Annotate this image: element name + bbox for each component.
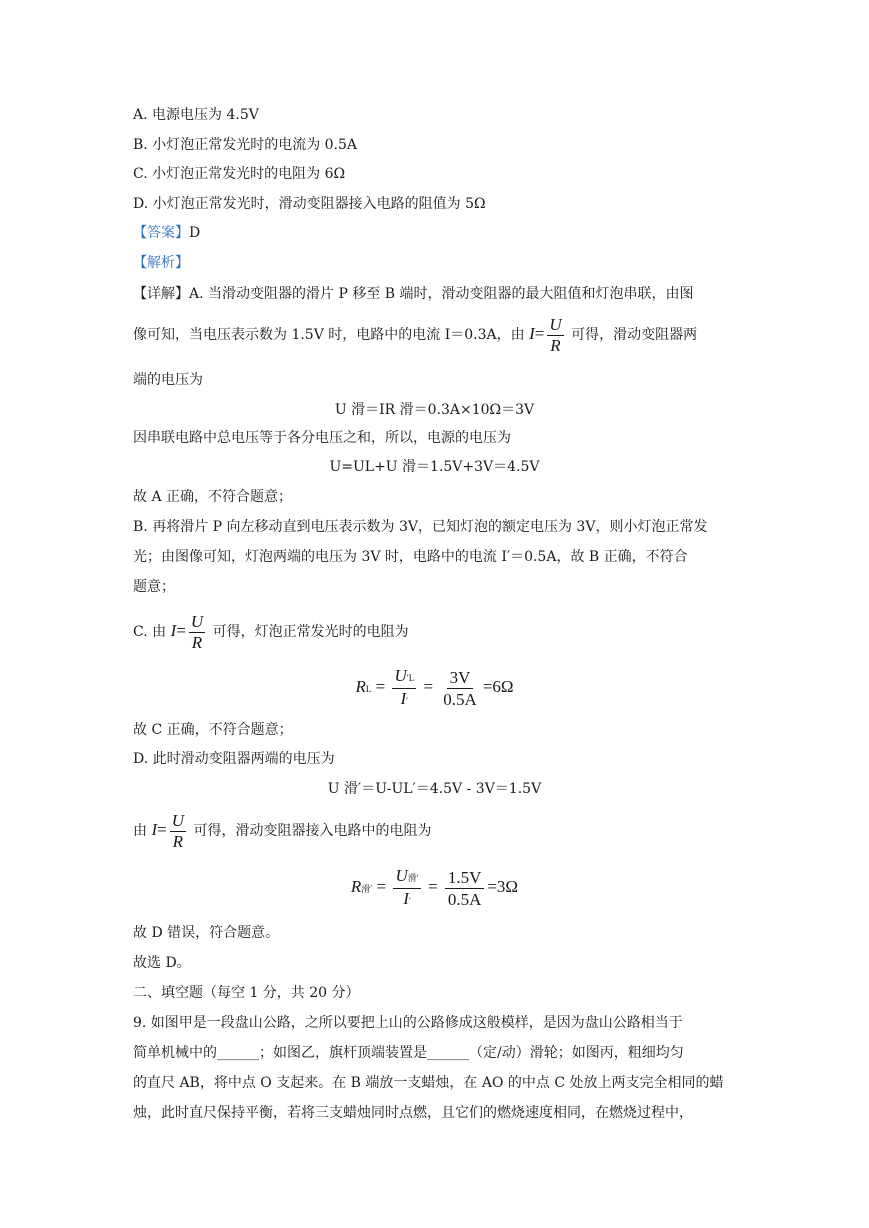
- option-b: B. 小灯泡正常发光时的电流为 0.5A: [133, 137, 358, 153]
- ohm-law-fraction: $\frac{U}{R}$: [171, 810, 184, 851]
- section-heading: 二、填空题（每空 1 分，共 20 分）: [133, 985, 360, 1001]
- detail-line-1: 【详解】A. 当滑动变阻器的滑片 P 移至 B 端时，滑动变阻器的最大阻值和灯泡串联，由图: [133, 286, 694, 302]
- detail-line-9: C. 由 I= $\frac{U}{R}$ 可得，灯泡正常发光时的电阻为: [133, 611, 409, 652]
- detail-line-10: 故 C 正确，不符合题意；: [133, 722, 293, 738]
- detail-tag: 【详解】: [133, 286, 189, 302]
- answer-tag: 【答案】: [133, 225, 189, 241]
- option-a: A. 电源电压为 4.5V: [133, 107, 259, 123]
- detail-line-3: 端的电压为: [133, 372, 203, 388]
- detail-line-5: 故 A 正确，不符合题意；: [133, 489, 293, 505]
- equation-1: U 滑＝IR 滑＝0.3A×10Ω＝3V: [334, 402, 535, 418]
- question-9-line-3: 的直尺 AB，将中点 O 支起来。在 B 端放一支蜡烛，在 AO 的中点 C 处放上两支完全相同的蜡: [133, 1075, 724, 1091]
- question-9-line-1: 9. 如图甲是一段盘山公路，之所以要把上山的公路修成这般模样，是因为盘山公路相当于: [133, 1015, 683, 1031]
- detail-line-12: 由 I= $\frac{U}{R}$ 可得，滑动变阻器接入电路中的电阻为: [133, 810, 432, 851]
- detail-line-6: B. 再将滑片 P 向左移动直到电压表示数为 3V，已知灯泡的额定电压为 3V，则小灯泡正常发: [133, 519, 708, 535]
- detail-line-8: 题意；: [133, 579, 175, 595]
- equation-4: U 滑′＝U-UL′＝4.5V - 3V＝1.5V: [327, 781, 542, 797]
- detail-line-14: 故选 D。: [133, 955, 191, 971]
- question-9-line-2: 简单机械中的______；如图乙，旗杆顶端装置是______（定/动）滑轮；如图丙，粗细均匀: [133, 1045, 684, 1061]
- detail-line-2: 像可知，当电压表示数为 1.5V 时，电路中的电流 I＝0.3A，由 I= $\frac{U}{R}$ 可得，滑动变阻器两: [133, 314, 698, 355]
- answer-value: D: [189, 225, 201, 241]
- ohm-law-fraction: $\frac{U}{R}$: [190, 611, 204, 652]
- question-9-line-4: 烛，此时直尺保持平衡，若将三支蜡烛同时点燃，且它们的燃烧速度相同，在燃烧过程中，: [133, 1105, 693, 1121]
- answer-line: [133, 223, 200, 243]
- detail-line-13: 故 D 错误，符合题意。: [133, 925, 280, 941]
- equation-3: RL = $\frac{U'L}{I'}$ = $\frac{3V}{0.5A}$ =6Ω: [355, 665, 514, 709]
- ohm-law-fraction: $\frac{U}{R}$: [549, 314, 562, 355]
- option-c: C. 小灯泡正常发光时的电阻为 6Ω: [133, 166, 346, 182]
- equation-2: U=UL+U 滑＝1.5V+3V＝4.5V: [329, 459, 540, 475]
- option-d: D. 小灯泡正常发光时，滑动变阻器接入电路的阻值为 5Ω: [133, 196, 486, 212]
- analysis-tag: 【解析】: [133, 255, 189, 271]
- detail-line-11: D. 此时滑动变阻器两端的电压为: [133, 751, 335, 767]
- detail-line-7: 光；由图像可知，灯泡两端的电压为 3V 时，电路中的电流 I′＝0.5A，故 B 正确，不符合: [133, 549, 688, 565]
- equation-5: R滑′ = $\frac{\text{U滑′}}{I'}$ = $\frac{1.5V}{0.5A}$ =3Ω: [350, 865, 519, 909]
- detail-line-4: 因串联电路中总电压等于各分电压之和，所以，电源的电压为: [133, 430, 511, 446]
